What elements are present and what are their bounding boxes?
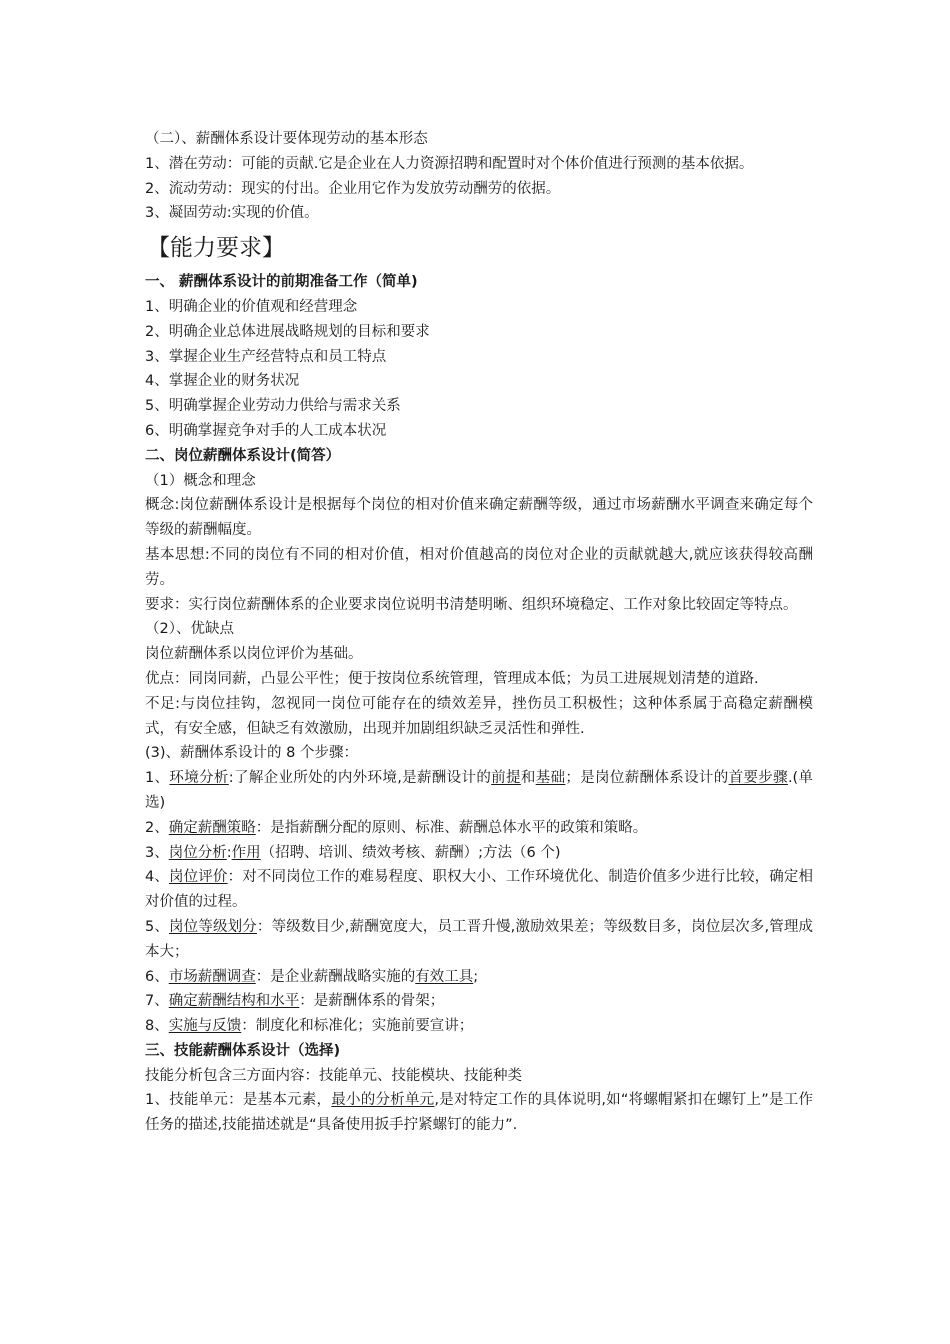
step-2 xyxy=(145,816,813,841)
step-8-text: ：制度化和标准化；实施前要宣讲； xyxy=(241,1018,474,1035)
part1-item-4: 4、掌握企业的财务状况 xyxy=(145,373,300,390)
step-4-key: 岗位评价 xyxy=(169,869,228,886)
step-3-text-b: （招聘、培训、绩效考核、薪酬）;方法（6 个) xyxy=(260,844,561,861)
intro-item-2: 2、流动劳动：现实的付出。企业用它作为发放劳动酬劳的依据。 xyxy=(145,180,561,197)
step-6-num: 6、 xyxy=(145,968,169,985)
step-8-key: 实施与反馈 xyxy=(168,1018,242,1035)
step-1-key-2: 前提 xyxy=(491,770,521,787)
step-6-key-2: 有效工具 xyxy=(415,968,474,985)
step-2-text: ：是指薪酬分配的原则、标准、薪酬总体水平的政策和策略。 xyxy=(255,819,648,836)
part2-idea: 基本思想:不同的岗位有不同的相对价值，相对价值越高的岗位对企业的贡献就越大,就应该获得较高酬劳。 xyxy=(145,546,813,588)
part2-sub1: （1）概念和理念 xyxy=(145,472,256,489)
step-2-key: 确定薪酬策略 xyxy=(168,819,256,836)
step-3-text-a: : xyxy=(226,844,232,861)
step-6-text-b: ; xyxy=(473,968,479,985)
part3-heading: 三、技能薪酬体系设计（选择) xyxy=(145,1042,341,1059)
part3-intro: 技能分析包含三方面内容：技能单元、技能模块、技能种类 xyxy=(145,1067,522,1084)
part3-item-1-key: 最小的分析单元 xyxy=(331,1092,435,1109)
step-8 xyxy=(145,1014,813,1039)
part1-item-3: 3、掌握企业生产经营特点和员工特点 xyxy=(145,348,387,365)
step-8-num: 8、 xyxy=(145,1018,169,1035)
step-5-num: 5、 xyxy=(145,918,170,935)
step-1-text-b: 和 xyxy=(520,770,536,787)
step-1-text-a: :了解企业所处的内外环境,是薪酬设计的 xyxy=(228,770,492,787)
step-3 xyxy=(145,841,813,866)
part2-cons: 不足:与岗位挂钩，忽视同一岗位可能存在的绩效差异，挫伤员工积极性；这种体系属于高稳定薪酬模式，有安全感，但缺乏有效激励，出现并加剧组织缺乏灵活性和弹性. xyxy=(145,695,813,737)
step-4-text: ：对不同岗位工作的难易程度、职权大小、工作环境优化、制造价值多少进行比较，确定相对价值的过程。 xyxy=(145,869,814,911)
part2-pros: 优点：同岗同薪，凸显公平性；便于按岗位系统管理，管理成本低；为员工进展规划清楚的道路. xyxy=(145,670,759,687)
part2-require: 要求：实行岗位薪酬体系的企业要求岗位说明书清楚明晰、组织环境稳定、工作对象比较固定等特点。 xyxy=(145,596,798,613)
step-5-key: 岗位等级划分 xyxy=(169,918,257,935)
part3-item-1 xyxy=(145,1088,813,1138)
document-page xyxy=(145,127,813,1138)
step-6-text-a: ：是企业薪酬战略实施的 xyxy=(255,968,416,985)
step-3-key: 岗位分析 xyxy=(168,844,227,861)
step-1-text-c: ；是岗位薪酬体系设计的 xyxy=(565,770,729,787)
part3-item-1-text-b: ,是对特定工作的具体说明,如“将螺帽紧扣在螺钉上”是工作任务的描述,技能描述就是“具备使用扳手拧紧螺钉的能力”. xyxy=(145,1092,813,1134)
step-1-key-3: 基础 xyxy=(535,770,566,787)
part2-sub2: （2）、优缺点 xyxy=(145,621,234,638)
step-6 xyxy=(145,965,813,990)
step-1-key-4: 首要步骤 xyxy=(728,770,788,787)
step-3-key-2: 作用 xyxy=(231,844,261,861)
part1-item-1: 1、明确企业的价值观和经营理念 xyxy=(145,298,358,315)
step-4 xyxy=(145,865,813,915)
part2-concept: 概念:岗位薪酬体系设计是根据每个岗位的相对价值来确定薪酬等级，通过市场薪酬水平调查来确定每个等级的薪酬幅度。 xyxy=(145,497,813,539)
step-7 xyxy=(145,989,813,1014)
step-4-num: 4、 xyxy=(145,869,170,886)
part2-heading: 二、岗位薪酬体系设计(简答） xyxy=(145,447,341,464)
intro-item-1: 1、潜在劳动：可能的贡献.它是企业在人力资源招聘和配置时对个体价值进行预测的基本依据。 xyxy=(145,155,754,172)
step-5 xyxy=(145,915,813,965)
section-title: 【能力要求】 xyxy=(147,235,285,262)
part3-item-1-text-a: 1、技能单元：是基本元素， xyxy=(145,1092,332,1109)
step-6-key: 市场薪酬调查 xyxy=(168,968,256,985)
intro-item-3: 3、凝固劳动:实现的价值。 xyxy=(145,205,319,222)
part2-sub3: (3)、薪酬体系设计的 8 个步骤： xyxy=(145,745,358,762)
step-3-num: 3、 xyxy=(145,844,169,861)
step-7-num: 7、 xyxy=(145,993,169,1010)
step-1-text-d: .(单选) xyxy=(145,770,814,811)
step-1 xyxy=(145,766,813,816)
step-7-key: 确定薪酬结构和水平 xyxy=(168,993,300,1010)
part1-heading: 一、 薪酬体系设计的前期准备工作（简单) xyxy=(145,274,418,291)
step-1-num: 1、 xyxy=(145,770,170,787)
step-7-text: ：是薪酬体系的骨架； xyxy=(299,993,445,1010)
step-2-num: 2、 xyxy=(145,819,169,836)
part1-item-5: 5、明确掌握企业劳动力供给与需求关系 xyxy=(145,398,401,415)
part1-item-6: 6、明确掌握竞争对手的人工成本状况 xyxy=(145,422,387,439)
step-5-text: ：等级数目少,薪酬宽度大，员工晋升慢,激励效果差；等级数目多，岗位层次多,管理成本大； xyxy=(145,918,814,960)
intro-heading: （二）、薪酬体系设计要体现劳动的基本形态 xyxy=(145,131,428,147)
step-1-key: 环境分析 xyxy=(169,770,229,787)
part2-basis: 岗位薪酬体系以岗位评价为基础。 xyxy=(145,646,363,663)
part1-item-2: 2、明确企业总体进展战略规划的目标和要求 xyxy=(145,323,430,340)
